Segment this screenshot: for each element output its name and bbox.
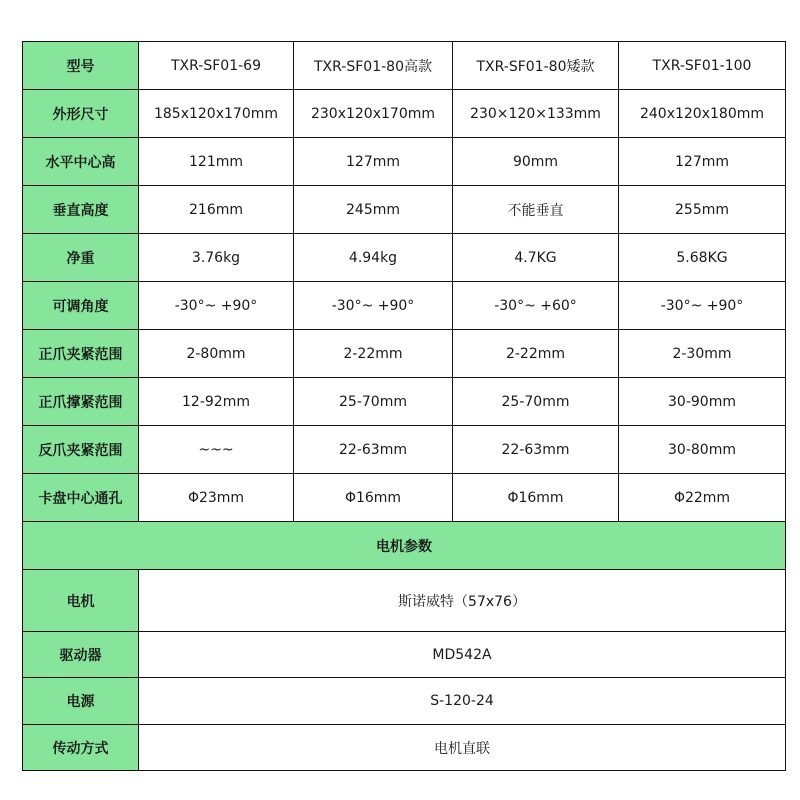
row-label: 电源 [23, 678, 139, 725]
table-row [23, 570, 786, 632]
table-cell: 25-70mm [453, 378, 619, 426]
table-row [23, 330, 786, 378]
row-label: 反爪夹紧范围 [23, 426, 139, 474]
row-label: 可调角度 [23, 282, 139, 330]
table-row [23, 138, 786, 186]
table-row [23, 282, 786, 330]
table-row [23, 725, 786, 771]
table-cell: 216mm [139, 186, 294, 234]
model-header-3: TXR-SF01-80矮款 [453, 42, 619, 90]
row-label: 正爪夹紧范围 [23, 330, 139, 378]
table-cell: 2-22mm [294, 330, 453, 378]
table-cell: -30°~ +90° [294, 282, 453, 330]
table-row [23, 378, 786, 426]
table-row [23, 426, 786, 474]
table-cell: -30°~ +60° [453, 282, 619, 330]
table-cell: Φ16mm [453, 474, 619, 522]
row-label: 外形尺寸 [23, 90, 139, 138]
table-cell: Φ23mm [139, 474, 294, 522]
table-cell: 不能垂直 [453, 186, 619, 234]
spec-table [22, 41, 786, 771]
section-header-row [23, 522, 786, 570]
table-cell: 30-90mm [619, 378, 786, 426]
table-cell: S-120-24 [139, 678, 786, 725]
table-row [23, 186, 786, 234]
row-label: 驱动器 [23, 632, 139, 678]
table-cell: 4.7KG [453, 234, 619, 282]
table-cell: 22-63mm [294, 426, 453, 474]
table-cell: 230x120x170mm [294, 90, 453, 138]
table-cell: Φ16mm [294, 474, 453, 522]
table-cell: 240x120x180mm [619, 90, 786, 138]
table-cell: Φ22mm [619, 474, 786, 522]
table-cell: 电机直联 [139, 725, 786, 771]
table-cell: 2-22mm [453, 330, 619, 378]
table-cell: 3.76kg [139, 234, 294, 282]
table-cell: 127mm [619, 138, 786, 186]
table-row [23, 474, 786, 522]
row-label: 卡盘中心通孔 [23, 474, 139, 522]
table-cell: 4.94kg [294, 234, 453, 282]
table-cell: 5.68KG [619, 234, 786, 282]
table-cell: 2-80mm [139, 330, 294, 378]
motor-section-title: 电机参数 [23, 522, 786, 570]
table-cell: 230×120×133mm [453, 90, 619, 138]
row-label: 传动方式 [23, 725, 139, 771]
table-cell: 22-63mm [453, 426, 619, 474]
table-cell: 121mm [139, 138, 294, 186]
table-cell: ~~~ [139, 426, 294, 474]
row-label: 电机 [23, 570, 139, 632]
header-row [23, 42, 786, 90]
table-cell: 185x120x170mm [139, 90, 294, 138]
model-label: 型号 [23, 42, 139, 90]
table-row [23, 234, 786, 282]
model-header-1: TXR-SF01-69 [139, 42, 294, 90]
row-label: 垂直高度 [23, 186, 139, 234]
table-row [23, 90, 786, 138]
table-cell: 245mm [294, 186, 453, 234]
table-row [23, 632, 786, 678]
table-cell: 12-92mm [139, 378, 294, 426]
row-label: 净重 [23, 234, 139, 282]
table-cell: 25-70mm [294, 378, 453, 426]
table-cell: 2-30mm [619, 330, 786, 378]
table-cell: 127mm [294, 138, 453, 186]
row-label: 正爪撑紧范围 [23, 378, 139, 426]
model-header-2: TXR-SF01-80高款 [294, 42, 453, 90]
row-label: 水平中心高 [23, 138, 139, 186]
table-cell: 斯诺威特（57x76） [139, 570, 786, 632]
model-header-4: TXR-SF01-100 [619, 42, 786, 90]
table-cell: -30°~ +90° [139, 282, 294, 330]
table-cell: -30°~ +90° [619, 282, 786, 330]
table-cell: MD542A [139, 632, 786, 678]
table-row [23, 678, 786, 725]
table-cell: 90mm [453, 138, 619, 186]
table-cell: 30-80mm [619, 426, 786, 474]
table-cell: 255mm [619, 186, 786, 234]
